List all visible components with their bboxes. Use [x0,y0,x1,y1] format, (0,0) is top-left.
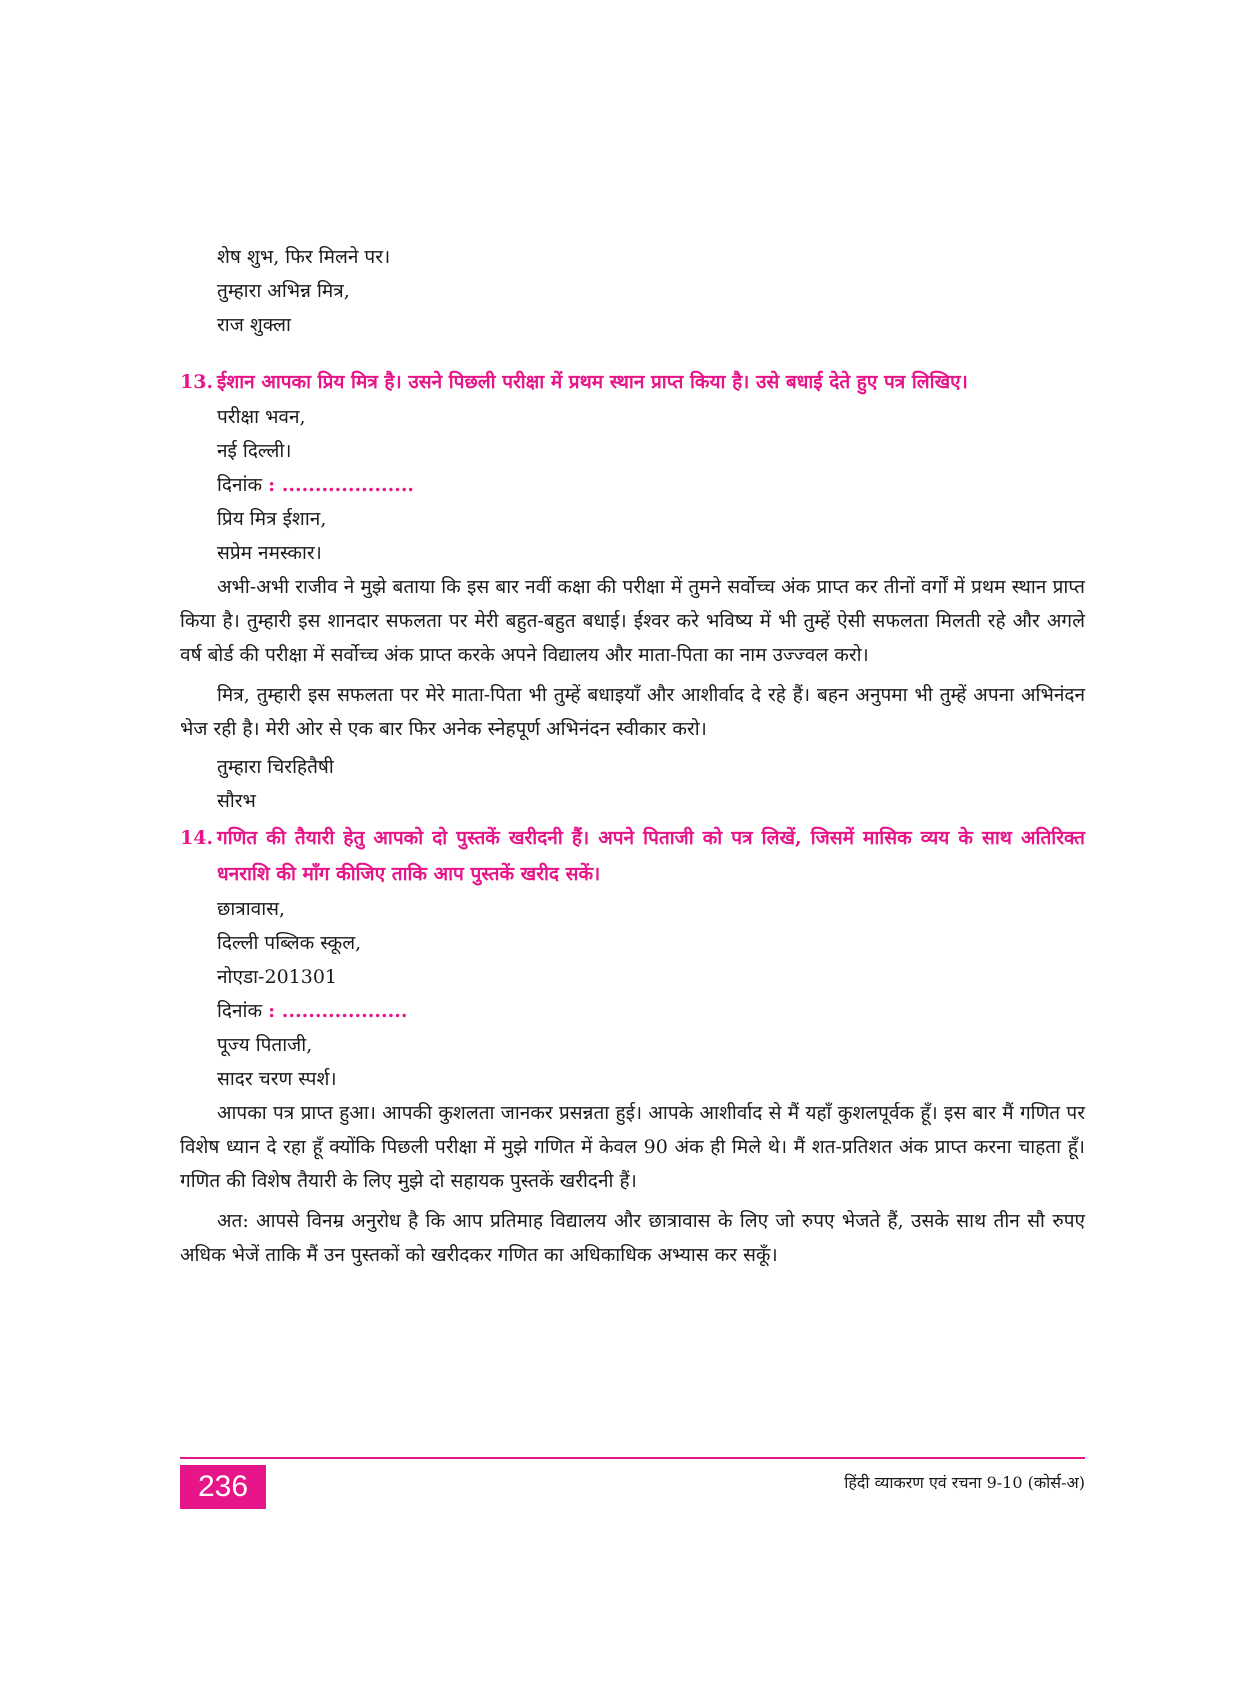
sender-address-line: परीक्षा भवन, [217,406,306,428]
greeting: सप्रेम नमस्कार। [217,542,322,564]
salutation: पूज्य पिताजी, [217,1034,313,1056]
sender-address-line: नोएडा-201301 [217,966,338,988]
letter-body-paragraph: अत: आपसे विनम्र अनुरोध है कि आप प्रतिमाह विद्यालय और छात्रावास के लिए जो रुपए भेजते हैं, उसके साथ तीन सौ रुपए अधिक भेजें ताकि मैं उन पुस्तकों को खरीदकर गणित का अधिकाधिक अभ्यास कर सकूँ। [180,1210,1085,1266]
previous-letter-closing [180,240,1085,342]
question-14-heading [180,820,1085,892]
date-placeholder: : .................... [268,474,415,496]
date-label: दिनांक [217,1000,263,1022]
greeting: सादर चरण स्पर्श। [217,1068,337,1090]
question-13-heading [180,364,1085,400]
question-number: 14. [180,827,214,849]
page-content [180,240,1085,1272]
question-text: ईशान आपका प्रिय मित्र है। उसने पिछली परीक्षा में प्रथम स्थान प्राप्त किया है। उसे बधाई देते हुए पत्र लिखिए। [217,371,968,393]
closing-line: शेष शुभ, फिर मिलने पर। [217,246,391,268]
closing-line: तुम्हारा अभिन्न मित्र, [217,280,350,302]
date-line [180,994,1085,1028]
sender-address-line: नई दिल्ली। [217,440,292,462]
date-placeholder: : ................... [268,1000,408,1022]
letter-body-paragraph: अभी-अभी राजीव ने मुझे बताया कि इस बार नवीं कक्षा की परीक्षा में तुमने सर्वोच्च अंक प्राप्त कर तीनों वर्गों में प्रथम स्थान प्राप्त किया है। तुम्हारी इस शानदार सफलता पर मेरी बहुत-बहुत बधाई। ईश्वर करे भविष्य में भी तुम्हें ऐसी सफलता मिलती रहे और अगले वर्ष बोर्ड की परीक्षा में सर्वोच्च अंक प्राप्त करके अपने विद्यालय और माता-पिता का नाम उज्ज्वल करो। [180,576,1085,666]
sender-address-line: दिल्ली पब्लिक स्कूल, [217,932,362,954]
closing-signature: राज शुक्ला [217,314,291,336]
letter-signature: सौरभ [217,790,256,812]
date-line [180,468,1085,502]
book-title: हिंदी व्याकरण एवं रचना 9-10 (कोर्स-अ) [844,1473,1085,1492]
letter-14 [180,892,1085,1272]
letter-closing: तुम्हारा चिरहितैषी [217,756,334,778]
question-text: गणित की तैयारी हेतु आपको दो पुस्तकें खरीदनी हैं। अपने पिताजी को पत्र लिखें, जिसमें मासिक व्यय के साथ अतिरिक्त धनराशि की माँग कीजिए ताकि आप पुस्तकें खरीद सकें। [217,827,1085,885]
footer-divider [180,1457,1085,1459]
page-number: 236 [180,1465,266,1509]
page-footer [180,1457,1085,1511]
letter-body-paragraph: आपका पत्र प्राप्त हुआ। आपकी कुशलता जानकर प्रसन्नता हुई। आपके आशीर्वाद से मैं यहाँ कुशलपूर्वक हूँ। इस बार मैं गणित पर विशेष ध्यान दे रहा हूँ क्योंकि पिछली परीक्षा में मुझे गणित में केवल 90 अंक ही मिले थे। मैं शत-प्रतिशत अंक प्राप्त करना चाहता हूँ। गणित की विशेष तैयारी के लिए मुझे दो सहायक पुस्तकें खरीदनी हैं। [180,1102,1085,1192]
sender-address-line: छात्रावास, [217,898,286,920]
letter-body-paragraph: मित्र, तुम्हारी इस सफलता पर मेरे माता-पिता भी तुम्हें बधाइयाँ और आशीर्वाद दे रहे हैं। बहन अनुपमा भी तुम्हें अपना अभिनंदन भेज रही है। मेरी ओर से एक बार फिर अनेक स्नेहपूर्ण अभिनंदन स्वीकार करो। [180,684,1085,740]
salutation: प्रिय मित्र ईशान, [217,508,327,530]
date-label: दिनांक [217,474,263,496]
letter-13 [180,400,1085,818]
question-number: 13. [180,371,214,393]
